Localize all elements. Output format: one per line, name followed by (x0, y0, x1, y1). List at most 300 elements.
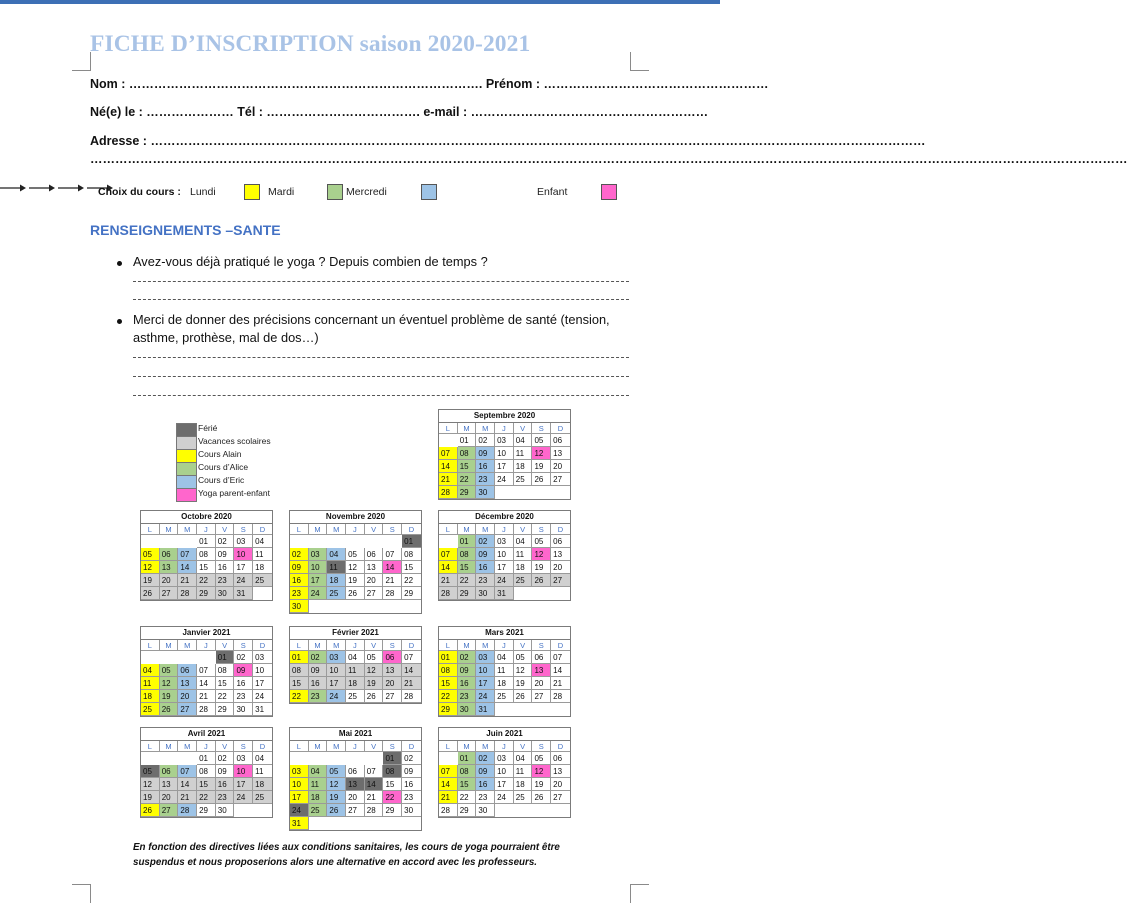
calendar-title: Janvier 2021 (141, 627, 272, 640)
calendar-day: 08 (439, 664, 458, 677)
calendar-title: Mai 2021 (290, 728, 421, 741)
calendar-day: 16 (216, 778, 235, 791)
calendar-day: 20 (178, 690, 197, 703)
calendar-february-2021 (289, 626, 422, 704)
calendar-march-2021 (438, 626, 571, 717)
calendar-day: 18 (514, 460, 533, 473)
calendar-day: 24 (327, 690, 346, 703)
calendar-day: 07 (197, 664, 216, 677)
calendar-day: 02 (234, 651, 253, 664)
calendar-day: 11 (141, 677, 160, 690)
weekday-header: D (551, 741, 570, 752)
calendar-day: 29 (216, 703, 235, 716)
calendar-empty-cell (178, 535, 197, 548)
calendar-title: Mars 2021 (439, 627, 570, 640)
calendar-day: 19 (532, 460, 551, 473)
calendar-day: 24 (495, 574, 514, 587)
calendar-day: 22 (439, 690, 458, 703)
calendar-empty-cell (309, 535, 328, 548)
calendar-grid (141, 640, 272, 716)
calendar-empty-cell (383, 600, 402, 613)
calendar-title: Juin 2021 (439, 728, 570, 741)
calendar-day: 24 (290, 804, 309, 817)
calendar-day: 23 (234, 690, 253, 703)
weekday-header: D (551, 640, 570, 651)
calendar-day: 03 (495, 535, 514, 548)
calendar-empty-cell (327, 600, 346, 613)
form-line-address[interactable]: Adresse : …………………………………………………………………………………………………………………………………………………………………… (90, 134, 926, 148)
arrow-right-icon (58, 183, 84, 193)
calendar-day: 22 (383, 791, 402, 804)
weekday-header: J (495, 423, 514, 434)
calendar-day: 19 (514, 677, 533, 690)
calendar-day: 14 (551, 664, 570, 677)
calendar-day: 16 (476, 778, 495, 791)
calendar-day: 17 (234, 778, 253, 791)
crop-mark-top-right (630, 52, 649, 71)
calendar-empty-cell (327, 535, 346, 548)
calendar-day: 23 (458, 690, 477, 703)
calendar-day: 07 (439, 447, 458, 460)
weekday-header: M (327, 524, 346, 535)
calendar-day: 30 (216, 804, 235, 817)
weekday-header: J (346, 640, 365, 651)
calendar-day: 25 (514, 791, 533, 804)
crop-mark-bottom-right (630, 884, 649, 903)
calendar-day: 21 (178, 574, 197, 587)
calendar-day: 12 (160, 677, 179, 690)
calendar-day: 16 (216, 561, 235, 574)
weekday-header: V (216, 640, 235, 651)
calendar-day: 28 (551, 690, 570, 703)
calendar-day: 29 (458, 804, 477, 817)
calendar-day: 02 (216, 752, 235, 765)
calendar-day: 15 (458, 778, 477, 791)
calendar-grid (439, 640, 570, 716)
weekday-header: L (439, 524, 458, 535)
weekday-header: V (514, 640, 533, 651)
calendar-day: 03 (495, 434, 514, 447)
calendar-day: 22 (290, 690, 309, 703)
calendar-day: 06 (532, 651, 551, 664)
calendar-day: 20 (160, 791, 179, 804)
section-title-health: RENSEIGNEMENTS –SANTE (90, 222, 281, 238)
calendar-empty-cell (309, 817, 328, 830)
calendar-day: 03 (234, 752, 253, 765)
calendar-day: 18 (253, 561, 272, 574)
calendar-day: 09 (458, 664, 477, 677)
calendar-day: 03 (253, 651, 272, 664)
calendar-day: 21 (439, 473, 458, 486)
calendar-day: 18 (309, 791, 328, 804)
calendar-title: Novembre 2020 (290, 511, 421, 524)
calendar-day: 24 (234, 574, 253, 587)
calendar-day: 02 (476, 535, 495, 548)
weekday-header: L (439, 741, 458, 752)
calendar-day: 17 (495, 460, 514, 473)
calendar-day: 01 (458, 535, 477, 548)
weekday-header: M (178, 640, 197, 651)
calendar-day: 11 (327, 561, 346, 574)
calendar-day: 08 (383, 765, 402, 778)
weekday-header: M (309, 741, 328, 752)
calendar-empty-cell (160, 535, 179, 548)
weekday-header: M (458, 423, 477, 434)
calendar-title: Octobre 2020 (141, 511, 272, 524)
calendar-empty-cell (309, 752, 328, 765)
calendar-day: 09 (234, 664, 253, 677)
weekday-header: V (365, 640, 384, 651)
calendar-day: 03 (495, 752, 514, 765)
calendar-day: 27 (383, 690, 402, 703)
calendar-day: 27 (365, 587, 384, 600)
weekday-header: S (234, 741, 253, 752)
calendar-empty-cell (439, 752, 458, 765)
calendar-day: 14 (178, 561, 197, 574)
window-top-bar (0, 0, 720, 4)
calendar-day: 20 (160, 574, 179, 587)
calendar-day: 25 (253, 574, 272, 587)
calendar-day: 24 (234, 791, 253, 804)
calendar-day: 21 (439, 574, 458, 587)
bullet-icon (117, 261, 122, 266)
calendar-day: 05 (141, 548, 160, 561)
calendar-day: 06 (178, 664, 197, 677)
calendar-day: 21 (365, 791, 384, 804)
calendar-empty-cell (532, 804, 551, 817)
weekday-header: S (532, 741, 551, 752)
calendar-empty-cell (253, 587, 272, 600)
weekday-header: J (495, 524, 514, 535)
weekday-header: D (551, 423, 570, 434)
calendar-day: 03 (476, 651, 495, 664)
weekday-header: M (160, 640, 179, 651)
calendar-day: 30 (476, 486, 495, 499)
choice-label-mercredi: Mercredi (346, 186, 387, 198)
calendar-empty-cell (495, 486, 514, 499)
choice-label-lundi: Lundi (190, 186, 216, 198)
calendar-day: 15 (458, 460, 477, 473)
calendar-day: 30 (458, 703, 477, 716)
calendar-empty-cell (346, 535, 365, 548)
calendar-april-2021 (140, 727, 273, 818)
calendar-day: 16 (290, 574, 309, 587)
calendar-day: 23 (290, 587, 309, 600)
calendar-day: 06 (160, 548, 179, 561)
calendar-day: 31 (234, 587, 253, 600)
calendar-day: 12 (346, 561, 365, 574)
calendar-day: 14 (402, 664, 421, 677)
calendar-day: 22 (216, 690, 235, 703)
weekday-header: J (346, 524, 365, 535)
calendar-day: 28 (439, 486, 458, 499)
calendar-day: 25 (309, 804, 328, 817)
calendar-empty-cell (383, 535, 402, 548)
calendar-day: 02 (216, 535, 235, 548)
calendar-day: 23 (402, 791, 421, 804)
course-choice-title: Choix du cours : (98, 186, 181, 198)
weekday-header: J (197, 741, 216, 752)
calendar-day: 29 (458, 486, 477, 499)
answer-line[interactable] (133, 376, 629, 377)
calendar-day: 02 (476, 434, 495, 447)
calendar-day: 22 (458, 473, 477, 486)
calendar-empty-cell (365, 752, 384, 765)
calendar-day: 10 (253, 664, 272, 677)
weekday-header: M (327, 741, 346, 752)
calendar-day: 07 (365, 765, 384, 778)
calendar-day: 17 (476, 677, 495, 690)
calendar-empty-cell (495, 804, 514, 817)
calendar-day: 26 (365, 690, 384, 703)
calendar-day: 07 (439, 548, 458, 561)
calendar-day: 26 (141, 804, 160, 817)
calendar-day: 14 (439, 778, 458, 791)
weekday-header: S (234, 640, 253, 651)
calendar-day: 16 (458, 677, 477, 690)
calendar-day: 27 (160, 804, 179, 817)
calendar-day: 10 (495, 765, 514, 778)
answer-line[interactable] (133, 299, 629, 300)
calendar-november-2020 (289, 510, 422, 614)
calendar-title: Décembre 2020 (439, 511, 570, 524)
calendar-day: 07 (439, 765, 458, 778)
legend-swatch-holiday (176, 423, 197, 437)
calendar-title: Septembre 2020 (439, 410, 570, 423)
calendar-empty-cell (346, 817, 365, 830)
calendar-day: 12 (532, 548, 551, 561)
legend-swatch-parent-child (176, 488, 197, 502)
weekday-header: S (383, 524, 402, 535)
calendar-day: 07 (178, 765, 197, 778)
calendar-day: 17 (253, 677, 272, 690)
calendar-empty-cell (365, 600, 384, 613)
weekday-header: D (551, 524, 570, 535)
calendar-day: 13 (532, 664, 551, 677)
calendar-day: 14 (178, 778, 197, 791)
weekday-header: S (383, 741, 402, 752)
calendar-empty-cell (532, 587, 551, 600)
weekday-header: M (476, 640, 495, 651)
calendar-day: 13 (160, 561, 179, 574)
weekday-header: M (309, 640, 328, 651)
calendar-day: 17 (309, 574, 328, 587)
calendar-day: 02 (458, 651, 477, 664)
calendar-day: 10 (309, 561, 328, 574)
calendar-day: 28 (383, 587, 402, 600)
weekday-header: V (514, 524, 533, 535)
calendar-day: 10 (327, 664, 346, 677)
calendar-empty-cell (439, 434, 458, 447)
question-yoga-experience: Avez-vous déjà pratiqué le yoga ? Depuis combien de temps ? (133, 254, 488, 269)
calendar-day: 04 (141, 664, 160, 677)
weekday-header: S (532, 524, 551, 535)
calendar-day: 02 (290, 548, 309, 561)
answer-line[interactable] (133, 357, 629, 358)
calendar-day: 27 (551, 473, 570, 486)
weekday-header: L (141, 741, 160, 752)
calendar-empty-cell (495, 703, 514, 716)
calendar-day: 09 (476, 548, 495, 561)
calendar-day: 06 (365, 548, 384, 561)
calendar-day: 09 (216, 765, 235, 778)
legend-swatch-eric (176, 475, 197, 489)
calendar-empty-cell (160, 752, 179, 765)
form-line-name[interactable]: Nom : …………………………………………………………………………. Prénom : ……………………………………………… (90, 77, 769, 91)
calendar-day: 30 (402, 804, 421, 817)
calendar-day: 14 (383, 561, 402, 574)
weekday-header: M (178, 741, 197, 752)
calendar-day: 04 (514, 535, 533, 548)
choice-box-mardi[interactable] (327, 184, 343, 200)
calendar-day: 25 (514, 473, 533, 486)
calendar-day: 18 (327, 574, 346, 587)
calendar-day: 11 (514, 548, 533, 561)
calendar-empty-cell (141, 752, 160, 765)
calendar-empty-cell (290, 752, 309, 765)
weekday-header: M (476, 423, 495, 434)
calendar-day: 21 (383, 574, 402, 587)
calendar-grid (290, 640, 421, 703)
calendar-empty-cell (253, 804, 272, 817)
calendar-day: 10 (290, 778, 309, 791)
calendar-day: 22 (458, 574, 477, 587)
calendar-day: 27 (160, 587, 179, 600)
choice-label-mardi: Mardi (268, 186, 295, 198)
calendar-day: 13 (160, 778, 179, 791)
weekday-header: M (458, 524, 477, 535)
calendar-day: 16 (234, 677, 253, 690)
calendar-day: 17 (234, 561, 253, 574)
calendar-day: 04 (346, 651, 365, 664)
calendar-day: 15 (383, 778, 402, 791)
calendar-day: 29 (197, 804, 216, 817)
calendar-grid (290, 741, 421, 830)
calendar-day: 29 (197, 587, 216, 600)
page-title: FICHE D’INSCRIPTION saison 2020-2021 (90, 31, 531, 57)
calendar-day: 12 (514, 664, 533, 677)
calendar-day: 16 (309, 677, 328, 690)
calendar-day: 25 (495, 690, 514, 703)
question-health-details: Merci de donner des précisions concernant un éventuel problème de santé (tension, asthme, prothèse, mal de dos…) (133, 312, 610, 345)
choice-box-lundi[interactable] (244, 184, 260, 200)
calendar-day: 20 (551, 561, 570, 574)
calendar-day: 25 (514, 574, 533, 587)
calendar-day: 11 (309, 778, 328, 791)
calendar-day: 26 (160, 703, 179, 716)
calendar-day: 05 (160, 664, 179, 677)
calendar-day: 18 (495, 677, 514, 690)
weekday-header: S (532, 423, 551, 434)
bullet-icon (117, 319, 122, 324)
calendar-day: 23 (476, 791, 495, 804)
weekday-header: J (495, 640, 514, 651)
calendar-day: 23 (476, 574, 495, 587)
calendar-grid (439, 741, 570, 817)
calendar-day: 06 (551, 434, 570, 447)
calendar-day: 07 (551, 651, 570, 664)
calendar-day: 01 (383, 752, 402, 765)
calendar-empty-cell (551, 703, 570, 716)
calendar-day: 06 (551, 752, 570, 765)
calendar-day: 27 (178, 703, 197, 716)
calendar-day: 19 (141, 574, 160, 587)
calendar-empty-cell (365, 535, 384, 548)
weekday-header: S (532, 640, 551, 651)
calendar-grid (290, 524, 421, 613)
calendar-january-2021 (140, 626, 273, 717)
calendar-grid (439, 524, 570, 600)
legend-swatch-alain (176, 449, 197, 463)
form-line-address-continued[interactable]: …………………………………………………………………………………………………………………………………………………………………………………………………………………………… (90, 152, 1128, 166)
calendar-day: 30 (476, 804, 495, 817)
sanitary-note: En fonction des directives liées aux conditions sanitaires, les cours de yoga pourraient être suspendus et nous proposerions alors une alternative en accord avec les professeurs. (133, 842, 560, 868)
calendar-day: 05 (514, 651, 533, 664)
weekday-header: J (495, 741, 514, 752)
calendar-day: 06 (346, 765, 365, 778)
legend-label-alain: Cours Alain (198, 449, 242, 459)
calendar-day: 26 (532, 473, 551, 486)
choice-box-mercredi[interactable] (421, 184, 437, 200)
calendar-day: 18 (514, 561, 533, 574)
calendar-day: 17 (290, 791, 309, 804)
legend-label-holiday: Férié (198, 423, 218, 433)
weekday-header: M (178, 524, 197, 535)
calendar-day: 26 (141, 587, 160, 600)
answer-line[interactable] (133, 281, 629, 282)
calendar-day: 09 (476, 447, 495, 460)
calendar-day: 28 (402, 690, 421, 703)
calendar-empty-cell (346, 752, 365, 765)
calendar-day: 23 (309, 690, 328, 703)
calendar-empty-cell (327, 752, 346, 765)
calendar-day: 21 (197, 690, 216, 703)
calendar-day: 15 (216, 677, 235, 690)
calendar-empty-cell (551, 804, 570, 817)
calendar-day: 28 (178, 804, 197, 817)
calendar-day: 19 (160, 690, 179, 703)
calendar-day: 10 (234, 765, 253, 778)
calendar-day: 16 (476, 460, 495, 473)
calendar-day: 17 (495, 561, 514, 574)
weekday-header: V (216, 524, 235, 535)
answer-line[interactable] (133, 395, 629, 396)
calendar-day: 27 (551, 574, 570, 587)
calendar-day: 12 (532, 765, 551, 778)
legend-label-eric: Cours d’Eric (198, 475, 245, 485)
calendar-june-2021 (438, 727, 571, 818)
calendar-empty-cell (346, 600, 365, 613)
choice-box-enfant[interactable] (601, 184, 617, 200)
calendar-day: 15 (439, 677, 458, 690)
calendar-day: 10 (495, 548, 514, 561)
calendar-day: 26 (532, 574, 551, 587)
form-line-birth-phone-email[interactable]: Né(e) le : ………………… Tél : ………………………………. e-mail : ………………………………………………… (90, 105, 709, 119)
calendar-day: 21 (178, 791, 197, 804)
weekday-header: V (365, 741, 384, 752)
calendar-day: 19 (346, 574, 365, 587)
calendar-day: 29 (402, 587, 421, 600)
calendar-day: 13 (383, 664, 402, 677)
calendar-day: 21 (402, 677, 421, 690)
calendar-day: 18 (514, 778, 533, 791)
calendar-empty-cell (514, 587, 533, 600)
calendar-december-2020 (438, 510, 571, 601)
calendar-day: 19 (141, 791, 160, 804)
calendar-day: 24 (495, 473, 514, 486)
calendar-day: 20 (383, 677, 402, 690)
calendar-empty-cell (514, 804, 533, 817)
